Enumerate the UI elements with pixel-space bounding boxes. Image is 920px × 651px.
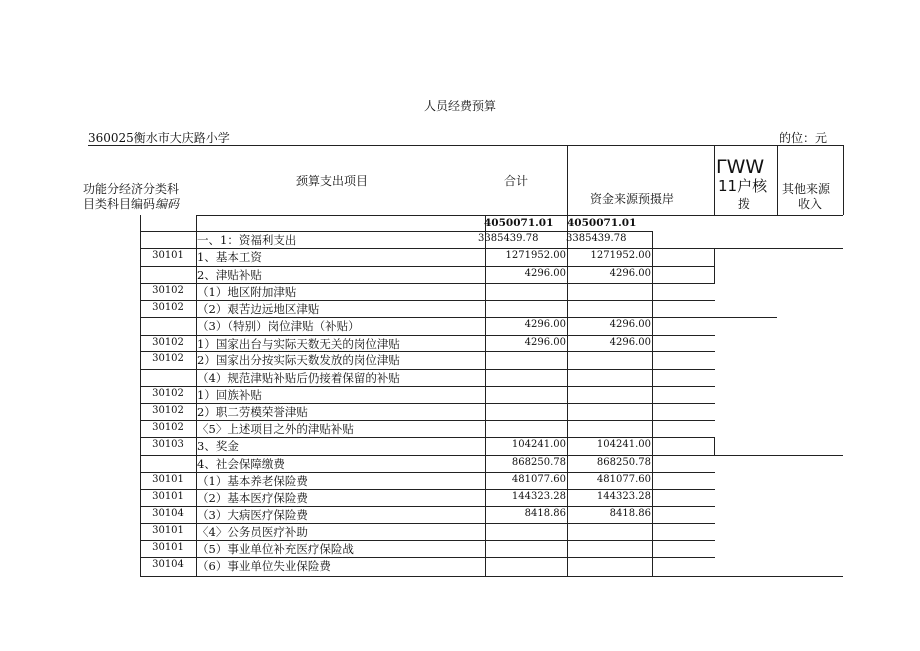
row-fund: 4296.00 [609, 319, 651, 330]
row-fund: 8418.86 [609, 508, 651, 519]
grid-vline [714, 248, 715, 283]
header-classification-line2a: 目类科目编码 [83, 197, 156, 211]
row-item: （2）艰苦边远地区津贴 [197, 302, 320, 316]
row-total: 104241.00 [511, 439, 566, 450]
row-item: （1）基本养老保险费 [197, 474, 308, 488]
row-fund: 1271952.00 [590, 250, 651, 261]
row-item: 〈4〉公务员医疗补助 [197, 525, 308, 539]
row-code: 30102 [152, 337, 184, 348]
row-code: 30102 [152, 285, 184, 296]
row-code: 30104 [152, 508, 184, 519]
unit-label: 的位：元 [779, 131, 828, 145]
header-unclear-line2: 11户核 [718, 177, 768, 195]
row-item: （4）规范津贴补贴后仍接着保留的补贴 [197, 371, 400, 385]
header-other-line2: 收入 [798, 197, 823, 211]
row-item: 1）国家出台与实际天数无关的岗位津贴 [197, 337, 400, 351]
row-total: 144323.28 [511, 491, 566, 502]
row-fund: 4296.00 [609, 268, 651, 279]
header-other-line1: 其他来源 [782, 182, 831, 196]
header-unclear-line3: 拨 [738, 197, 751, 211]
row-item: 2、津贴补贴 [197, 268, 262, 282]
row-code: 30102 [152, 388, 184, 399]
row-item: 3、奖金 [197, 439, 239, 453]
row-item: 4、社会保障缴费 [197, 457, 285, 471]
row-total: 3385439.78 [478, 233, 539, 244]
row-total: 4296.00 [524, 337, 566, 348]
row-item: 2）职二劳模荣誉津贴 [197, 405, 308, 419]
row-code: 30104 [152, 559, 184, 570]
grid-vline [652, 231, 653, 576]
row-code: 30102 [152, 353, 184, 364]
header-total: 合计 [504, 174, 529, 188]
grid-vline [567, 145, 568, 215]
row-item: （5）事业单位补充医疗保险战 [197, 542, 354, 556]
row-total: 4296.00 [524, 319, 566, 330]
row-total: 481077.60 [511, 474, 566, 485]
row-fund: 481077.60 [596, 474, 651, 485]
row-item: 一、1：资福利支出 [197, 233, 297, 247]
row-code: 30102 [152, 302, 184, 313]
header-unclear-big: ΓWW [716, 156, 765, 178]
grid-hline [88, 145, 843, 146]
row-total: 1271952.00 [505, 250, 566, 261]
row-item: （3）大病医疗保险费 [197, 508, 308, 522]
grid-hline [715, 455, 843, 456]
row-fund: 3385439.78 [566, 233, 627, 244]
row-total: 8418.86 [524, 508, 566, 519]
row-fund: 4296.00 [609, 337, 651, 348]
row-item: 1、基本工资 [197, 250, 262, 264]
row-code: 30102 [152, 422, 184, 433]
grid-vline [714, 437, 715, 455]
row-item: （2）基本医疗保险费 [197, 491, 308, 505]
row-total: 4296.00 [524, 268, 566, 279]
row-code: 30103 [152, 439, 184, 450]
row-item: （6）事业单位失业保险费 [197, 559, 331, 573]
row-total: 4050071.01 [484, 217, 554, 229]
grid-hline [140, 576, 843, 577]
header-item: 颈算支出项目 [296, 174, 369, 188]
row-item: 〈5〉上述项目之外的津贴补贴 [197, 422, 354, 436]
grid-hline [196, 215, 843, 216]
row-code: 30101 [152, 542, 184, 553]
row-code: 30101 [152, 525, 184, 536]
header-fund-source: 资金来源预摄岸 [590, 192, 675, 206]
header-classification-line1: 功能分经济分类科 [83, 182, 180, 196]
row-code: 30101 [152, 491, 184, 502]
row-code: 30102 [152, 405, 184, 416]
grid-vline [714, 145, 715, 215]
row-item: 1）回族补贴 [197, 388, 262, 402]
row-item: （3）（特别）岗位津贴（补贴） [197, 319, 360, 333]
row-fund: 4050071.01 [567, 217, 637, 229]
page-title: 人员经费预算 [423, 99, 496, 113]
row-fund: 104241.00 [596, 439, 651, 450]
grid-vline [843, 145, 844, 215]
row-fund: 144323.28 [596, 491, 651, 502]
row-fund: 868250.78 [596, 457, 651, 468]
row-code: 30101 [152, 474, 184, 485]
row-item: （1）地区附加津贴 [197, 285, 297, 299]
organization-name: 360025衡水市大庆路小学 [88, 131, 230, 145]
row-code: 30101 [152, 250, 184, 261]
grid-vline [777, 145, 778, 215]
row-item: 2）国家出分按实际天数发放的岗位津贴 [197, 353, 400, 367]
header-classification-line2 [83, 197, 179, 212]
header-classification-line2b: 编码 [155, 197, 180, 211]
row-total: 868250.78 [511, 457, 566, 468]
grid-hline [715, 317, 777, 318]
